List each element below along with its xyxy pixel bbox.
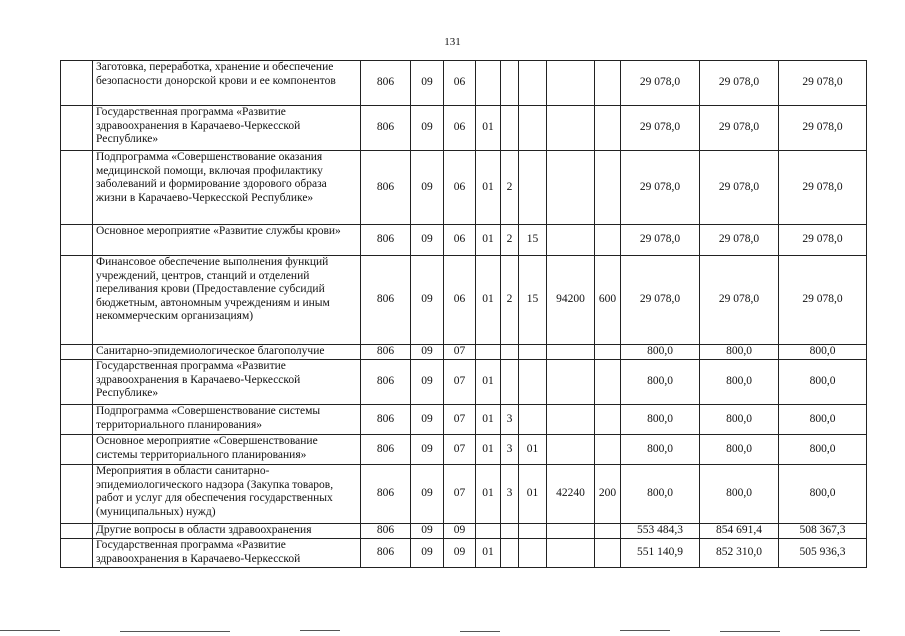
event-code-cell: 15 — [519, 225, 547, 256]
subprogram-code-cell — [501, 360, 519, 405]
scan-line — [300, 630, 340, 631]
program-code-cell: 01 — [476, 256, 501, 345]
amount-year1-cell: 29 078,0 — [621, 151, 700, 225]
amount-year2-cell: 29 078,0 — [700, 225, 779, 256]
direction-code-cell — [547, 151, 595, 225]
subsection-code-cell: 06 — [444, 225, 476, 256]
program-code-cell: 01 — [476, 465, 501, 524]
section-code-cell: 09 — [411, 256, 444, 345]
amount-year3-cell: 800,0 — [779, 465, 867, 524]
table-row — [61, 61, 867, 106]
table-row — [61, 465, 867, 524]
item-name-cell: Государственная программа «Развитие здравоохранения в Карачаево-Черкесской Республике» — [93, 360, 361, 405]
subsection-code-cell: 09 — [444, 524, 476, 539]
direction-code-cell — [547, 225, 595, 256]
event-code-cell — [519, 106, 547, 151]
subsection-code-cell: 07 — [444, 435, 476, 465]
direction-code-cell — [547, 405, 595, 435]
direction-code-cell — [547, 524, 595, 539]
department-code-cell: 806 — [361, 256, 411, 345]
subprogram-code-cell: 2 — [501, 151, 519, 225]
subprogram-code-cell — [501, 524, 519, 539]
event-code-cell — [519, 345, 547, 360]
program-code-cell — [476, 524, 501, 539]
amount-year3-cell: 505 936,3 — [779, 539, 867, 568]
item-name-cell: Мероприятия в области санитарно-эпидемиологического надзора (Закупка товаров, работ и услуг для обеспечения государственных (муниципальных) нужд) — [93, 465, 361, 524]
amount-year3-cell: 800,0 — [779, 345, 867, 360]
table-row — [61, 345, 867, 360]
subsection-code-cell: 07 — [444, 405, 476, 435]
event-code-cell — [519, 360, 547, 405]
amount-year3-cell: 29 078,0 — [779, 256, 867, 345]
amount-year3-cell: 800,0 — [779, 435, 867, 465]
program-code-cell — [476, 345, 501, 360]
subsection-code-cell: 06 — [444, 106, 476, 151]
blank-number-cell — [61, 61, 93, 106]
subprogram-code-cell: 2 — [501, 256, 519, 345]
expense-type-cell: 600 — [595, 256, 621, 345]
amount-year1-cell: 29 078,0 — [621, 106, 700, 151]
section-code-cell: 09 — [411, 539, 444, 568]
event-code-cell — [519, 524, 547, 539]
department-code-cell: 806 — [361, 345, 411, 360]
table-row — [61, 405, 867, 435]
section-code-cell: 09 — [411, 151, 444, 225]
amount-year2-cell: 29 078,0 — [700, 106, 779, 151]
amount-year1-cell: 800,0 — [621, 360, 700, 405]
direction-code-cell — [547, 61, 595, 106]
event-code-cell — [519, 539, 547, 568]
expense-type-cell — [595, 225, 621, 256]
amount-year2-cell: 29 078,0 — [700, 256, 779, 345]
expense-type-cell — [595, 106, 621, 151]
direction-code-cell — [547, 106, 595, 151]
item-name-cell: Основное мероприятие «Развитие службы крови» — [93, 225, 361, 256]
department-code-cell: 806 — [361, 524, 411, 539]
table-row — [61, 151, 867, 225]
amount-year2-cell: 800,0 — [700, 360, 779, 405]
amount-year1-cell: 29 078,0 — [621, 225, 700, 256]
department-code-cell: 806 — [361, 405, 411, 435]
amount-year1-cell: 553 484,3 — [621, 524, 700, 539]
direction-code-cell: 94200 — [547, 256, 595, 345]
table-row — [61, 225, 867, 256]
blank-number-cell — [61, 360, 93, 405]
table-row — [61, 435, 867, 465]
expense-type-cell — [595, 539, 621, 568]
scan-line — [120, 631, 230, 632]
expense-type-cell — [595, 61, 621, 106]
blank-number-cell — [61, 106, 93, 151]
budget-table — [60, 60, 867, 568]
expense-type-cell — [595, 345, 621, 360]
department-code-cell: 806 — [361, 539, 411, 568]
amount-year2-cell: 852 310,0 — [700, 539, 779, 568]
subprogram-code-cell — [501, 345, 519, 360]
blank-number-cell — [61, 465, 93, 524]
direction-code-cell — [547, 360, 595, 405]
amount-year1-cell: 551 140,9 — [621, 539, 700, 568]
subsection-code-cell: 06 — [444, 256, 476, 345]
amount-year3-cell: 508 367,3 — [779, 524, 867, 539]
department-code-cell: 806 — [361, 360, 411, 405]
scan-line — [620, 630, 670, 631]
section-code-cell: 09 — [411, 345, 444, 360]
amount-year1-cell: 29 078,0 — [621, 61, 700, 106]
section-code-cell: 09 — [411, 405, 444, 435]
item-name-cell: Подпрограмма «Совершенствование оказания медицинской помощи, включая профилактику заболеваний и формирование здорового образа жизни в Карачаево-Черкесской Республике» — [93, 151, 361, 225]
amount-year3-cell: 29 078,0 — [779, 225, 867, 256]
direction-code-cell — [547, 539, 595, 568]
amount-year3-cell: 29 078,0 — [779, 61, 867, 106]
expense-type-cell — [595, 151, 621, 225]
subsection-code-cell: 06 — [444, 61, 476, 106]
amount-year2-cell: 29 078,0 — [700, 61, 779, 106]
expense-type-cell — [595, 360, 621, 405]
blank-number-cell — [61, 256, 93, 345]
amount-year2-cell: 800,0 — [700, 465, 779, 524]
page-number: 131 — [444, 36, 461, 48]
direction-code-cell — [547, 435, 595, 465]
item-name-cell: Заготовка, переработка, хранение и обеспечение безопасности донорской крови и ее компонентов — [93, 61, 361, 106]
program-code-cell: 01 — [476, 435, 501, 465]
section-code-cell: 09 — [411, 360, 444, 405]
department-code-cell: 806 — [361, 61, 411, 106]
subsection-code-cell: 07 — [444, 465, 476, 524]
section-code-cell: 09 — [411, 435, 444, 465]
amount-year1-cell: 29 078,0 — [621, 256, 700, 345]
table-row — [61, 524, 867, 539]
amount-year2-cell: 29 078,0 — [700, 151, 779, 225]
table-row — [61, 256, 867, 345]
amount-year2-cell: 800,0 — [700, 345, 779, 360]
event-code-cell — [519, 61, 547, 106]
direction-code-cell — [547, 345, 595, 360]
department-code-cell: 806 — [361, 435, 411, 465]
subprogram-code-cell: 2 — [501, 225, 519, 256]
program-code-cell: 01 — [476, 539, 501, 568]
item-name-cell: Санитарно-эпидемиологическое благополучие — [93, 345, 361, 360]
amount-year2-cell: 800,0 — [700, 435, 779, 465]
event-code-cell: 01 — [519, 465, 547, 524]
subsection-code-cell: 09 — [444, 539, 476, 568]
scan-line — [460, 631, 500, 632]
blank-number-cell — [61, 524, 93, 539]
expense-type-cell — [595, 435, 621, 465]
expense-type-cell — [595, 405, 621, 435]
table-row — [61, 539, 867, 568]
section-code-cell: 09 — [411, 225, 444, 256]
item-name-cell: Государственная программа «Развитие здравоохранения в Карачаево-Черкесской Республике» — [93, 106, 361, 151]
subprogram-code-cell — [501, 106, 519, 151]
event-code-cell: 15 — [519, 256, 547, 345]
event-code-cell: 01 — [519, 435, 547, 465]
department-code-cell: 806 — [361, 106, 411, 151]
amount-year3-cell: 800,0 — [779, 360, 867, 405]
subsection-code-cell: 07 — [444, 360, 476, 405]
table-row — [61, 360, 867, 405]
amount-year1-cell: 800,0 — [621, 345, 700, 360]
program-code-cell: 01 — [476, 225, 501, 256]
subprogram-code-cell — [501, 539, 519, 568]
event-code-cell — [519, 151, 547, 225]
subsection-code-cell: 06 — [444, 151, 476, 225]
item-name-cell: Основное мероприятие «Совершенствование системы территориального планирования» — [93, 435, 361, 465]
table-row — [61, 106, 867, 151]
subprogram-code-cell: 3 — [501, 435, 519, 465]
program-code-cell: 01 — [476, 405, 501, 435]
section-code-cell: 09 — [411, 524, 444, 539]
blank-number-cell — [61, 405, 93, 435]
department-code-cell: 806 — [361, 225, 411, 256]
program-code-cell — [476, 61, 501, 106]
direction-code-cell: 42240 — [547, 465, 595, 524]
amount-year2-cell: 854 691,4 — [700, 524, 779, 539]
department-code-cell: 806 — [361, 151, 411, 225]
amount-year1-cell: 800,0 — [621, 435, 700, 465]
section-code-cell: 09 — [411, 106, 444, 151]
amount-year3-cell: 800,0 — [779, 405, 867, 435]
program-code-cell: 01 — [476, 360, 501, 405]
blank-number-cell — [61, 345, 93, 360]
item-name-cell: Подпрограмма «Совершенствование системы территориального планирования» — [93, 405, 361, 435]
blank-number-cell — [61, 435, 93, 465]
expense-type-cell — [595, 524, 621, 539]
program-code-cell: 01 — [476, 151, 501, 225]
expense-type-cell: 200 — [595, 465, 621, 524]
amount-year3-cell: 29 078,0 — [779, 106, 867, 151]
scan-line — [0, 630, 60, 631]
item-name-cell: Финансовое обеспечение выполнения функций учреждений, центров, станций и отделений переливания крови (Предоставление субсидий бюджетным, автономным учреждениям и иным некоммерческим организациям) — [93, 256, 361, 345]
blank-number-cell — [61, 225, 93, 256]
amount-year2-cell: 800,0 — [700, 405, 779, 435]
amount-year3-cell: 29 078,0 — [779, 151, 867, 225]
subprogram-code-cell: 3 — [501, 465, 519, 524]
subprogram-code-cell — [501, 61, 519, 106]
amount-year1-cell: 800,0 — [621, 405, 700, 435]
scan-line — [820, 630, 860, 631]
item-name-cell: Другие вопросы в области здравоохранения — [93, 524, 361, 539]
blank-number-cell — [61, 151, 93, 225]
scan-line — [720, 631, 780, 632]
department-code-cell: 806 — [361, 465, 411, 524]
amount-year1-cell: 800,0 — [621, 465, 700, 524]
section-code-cell: 09 — [411, 61, 444, 106]
program-code-cell: 01 — [476, 106, 501, 151]
subsection-code-cell: 07 — [444, 345, 476, 360]
blank-number-cell — [61, 539, 93, 568]
event-code-cell — [519, 405, 547, 435]
item-name-cell: Государственная программа «Развитие здравоохранения в Карачаево-Черкесской — [93, 539, 361, 568]
section-code-cell: 09 — [411, 465, 444, 524]
subprogram-code-cell: 3 — [501, 405, 519, 435]
